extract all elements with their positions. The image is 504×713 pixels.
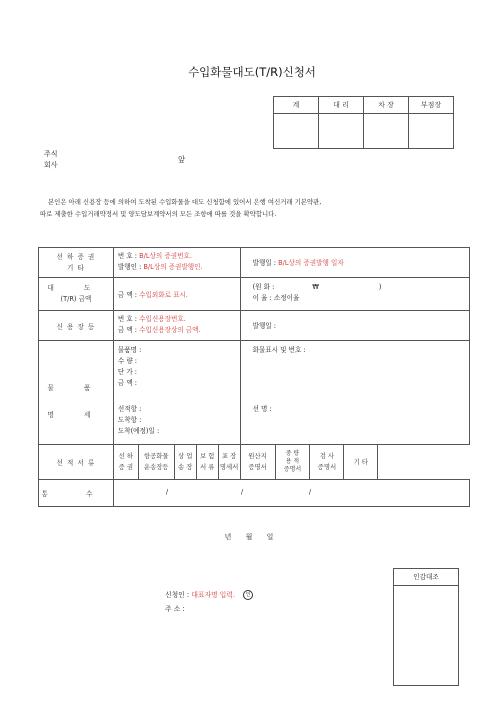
intro-line: 본인은 아래 신용장 등에 의하여 도착된 수입화물을 대도 신청함에 있어서 은행 여신거래 기본약관, bbox=[48, 198, 322, 206]
applicant-address-label: 주 소 : bbox=[165, 605, 185, 613]
tr-amount-value: 수입외화로 표시. bbox=[139, 291, 188, 299]
bl-no-label: 번 호 : bbox=[117, 252, 138, 260]
bl-no-value: B/L상의 증권번호. bbox=[139, 252, 192, 260]
tr-amount-label-line2: (T/R) 금액 bbox=[60, 295, 92, 303]
bl-label bbox=[39, 248, 114, 278]
goods-amount-label: 금 액 : bbox=[117, 379, 138, 387]
bl-issuer-label: 발행인 : bbox=[117, 263, 142, 271]
approval-header: 대 리 bbox=[319, 97, 364, 114]
doc-inspection: 검 사 증명서 bbox=[310, 445, 344, 480]
tr-amount-cell[interactable] bbox=[113, 278, 240, 311]
company-label bbox=[44, 149, 58, 171]
addressee-suffix: 앞 bbox=[178, 155, 186, 164]
copies-label: 통 수 bbox=[39, 480, 114, 507]
goods-label-line2: 명 세 bbox=[47, 410, 105, 419]
applicant-name-value: 대표자명 입력. bbox=[191, 591, 236, 599]
vessel-label: 선 명 : bbox=[252, 405, 272, 413]
copies-slash: / bbox=[165, 488, 169, 496]
copies-cell[interactable] bbox=[113, 480, 469, 507]
doc-insurance: 보 험 서 류 bbox=[196, 445, 218, 480]
doc-commercial-invoice: 상 업 송 장 bbox=[174, 445, 196, 480]
goods-name-label: 물품명 : bbox=[117, 346, 142, 354]
won-close: ) bbox=[378, 283, 382, 291]
tr-amount-label-line1: 대 도 bbox=[47, 284, 105, 292]
application-table bbox=[38, 247, 470, 507]
lc-no-label: 번 호 : bbox=[117, 315, 138, 323]
date-line: 년 월 일 bbox=[224, 533, 280, 541]
lc-date-label: 발행일 : bbox=[252, 322, 277, 330]
port-loading-label: 선적항 : bbox=[117, 405, 142, 413]
bl-label-line2: 기 타 bbox=[67, 263, 85, 272]
applicant-block bbox=[165, 588, 253, 616]
goods-price-label: 단 가 : bbox=[117, 368, 138, 376]
applicant-address-row[interactable] bbox=[165, 602, 253, 616]
applicant-name-row[interactable] bbox=[165, 588, 253, 602]
marks-label: 화물표시 및 번호 : bbox=[252, 346, 306, 354]
approval-table bbox=[273, 96, 454, 149]
goods-marks-cell[interactable] bbox=[240, 341, 469, 445]
shipping-docs-label: 선 적 서 류 bbox=[39, 445, 114, 480]
seal-verification-box bbox=[393, 568, 459, 686]
approval-sign-cell[interactable] bbox=[319, 114, 364, 149]
won-mark: ₩ bbox=[312, 283, 319, 291]
lc-amt-value: 수입신용장상의 금액. bbox=[139, 326, 201, 334]
approval-header: 계 bbox=[274, 97, 319, 114]
copies-slash: / bbox=[308, 488, 312, 496]
arrival-date-label: 도착(예정)일 : bbox=[117, 427, 160, 435]
doc-certificate-origin: 원산지 증명서 bbox=[240, 445, 275, 480]
company-line1: 주식 bbox=[44, 150, 58, 158]
tr-amount-field-label: 금 액 : bbox=[117, 291, 138, 299]
bl-issuer-value: B/L상의 증권발행인. bbox=[143, 263, 203, 271]
bl-date-label: 발행일 : bbox=[252, 259, 277, 267]
seal-verification-label: 인감대조 bbox=[394, 569, 458, 586]
approval-sign-cell[interactable] bbox=[409, 114, 454, 149]
applicant-name-label: 신청인 : bbox=[165, 591, 190, 599]
lc-amt-label: 금 액 : bbox=[117, 326, 138, 334]
bl-date-value: B/L상의 증권발행 일자 bbox=[278, 259, 344, 267]
rate-label: 이 율 : bbox=[252, 294, 272, 302]
tr-amount-label bbox=[39, 278, 114, 311]
bl-number-cell[interactable] bbox=[113, 248, 240, 278]
bl-label-line1: 선 하 증 권 bbox=[56, 252, 96, 261]
lc-label: 신 용 장 등 bbox=[39, 311, 114, 341]
goods-label bbox=[39, 341, 114, 445]
company-line2: 회사 bbox=[44, 161, 58, 169]
goods-label-line1: 물 품 bbox=[47, 383, 105, 392]
doc-weight-measure: 중 량 용 적 증명서 bbox=[275, 445, 310, 480]
approval-header: 부점장 bbox=[409, 97, 454, 114]
approval-sign-cell[interactable] bbox=[274, 114, 319, 149]
bl-date-cell[interactable] bbox=[240, 248, 469, 278]
copies-slash: / bbox=[240, 488, 244, 496]
intro-text bbox=[40, 196, 470, 220]
rate-value: 소정이율 bbox=[273, 294, 300, 302]
intro-line: 따로 제출한 수입거래약정서 및 양도담보계약서의 모든 조항에 따를 것을 확약합니다. bbox=[40, 210, 277, 218]
seal-icon: 인 bbox=[243, 590, 253, 600]
goods-detail-cell[interactable] bbox=[113, 341, 240, 445]
approval-header: 차 장 bbox=[364, 97, 409, 114]
lc-no-value: 수입신용장번호. bbox=[139, 315, 186, 323]
lc-cell[interactable] bbox=[113, 311, 240, 341]
won-rate-cell[interactable] bbox=[240, 278, 469, 311]
approval-sign-cell[interactable] bbox=[364, 114, 409, 149]
goods-qty-label: 수 량 : bbox=[117, 357, 138, 365]
doc-packing-list: 포 장 명세서 bbox=[218, 445, 240, 480]
doc-airway-bill: 항공화물 운송장등 bbox=[138, 445, 174, 480]
page-title: 수입화물대도(T/R)신청서 bbox=[188, 65, 316, 79]
lc-date-cell[interactable] bbox=[240, 311, 469, 341]
doc-bill-of-lading: 선 하 증 권 bbox=[113, 445, 138, 480]
port-arrival-label: 도착항 : bbox=[117, 416, 142, 424]
doc-other: 기 타 bbox=[344, 445, 378, 480]
won-label: (원 화 : bbox=[252, 283, 275, 291]
